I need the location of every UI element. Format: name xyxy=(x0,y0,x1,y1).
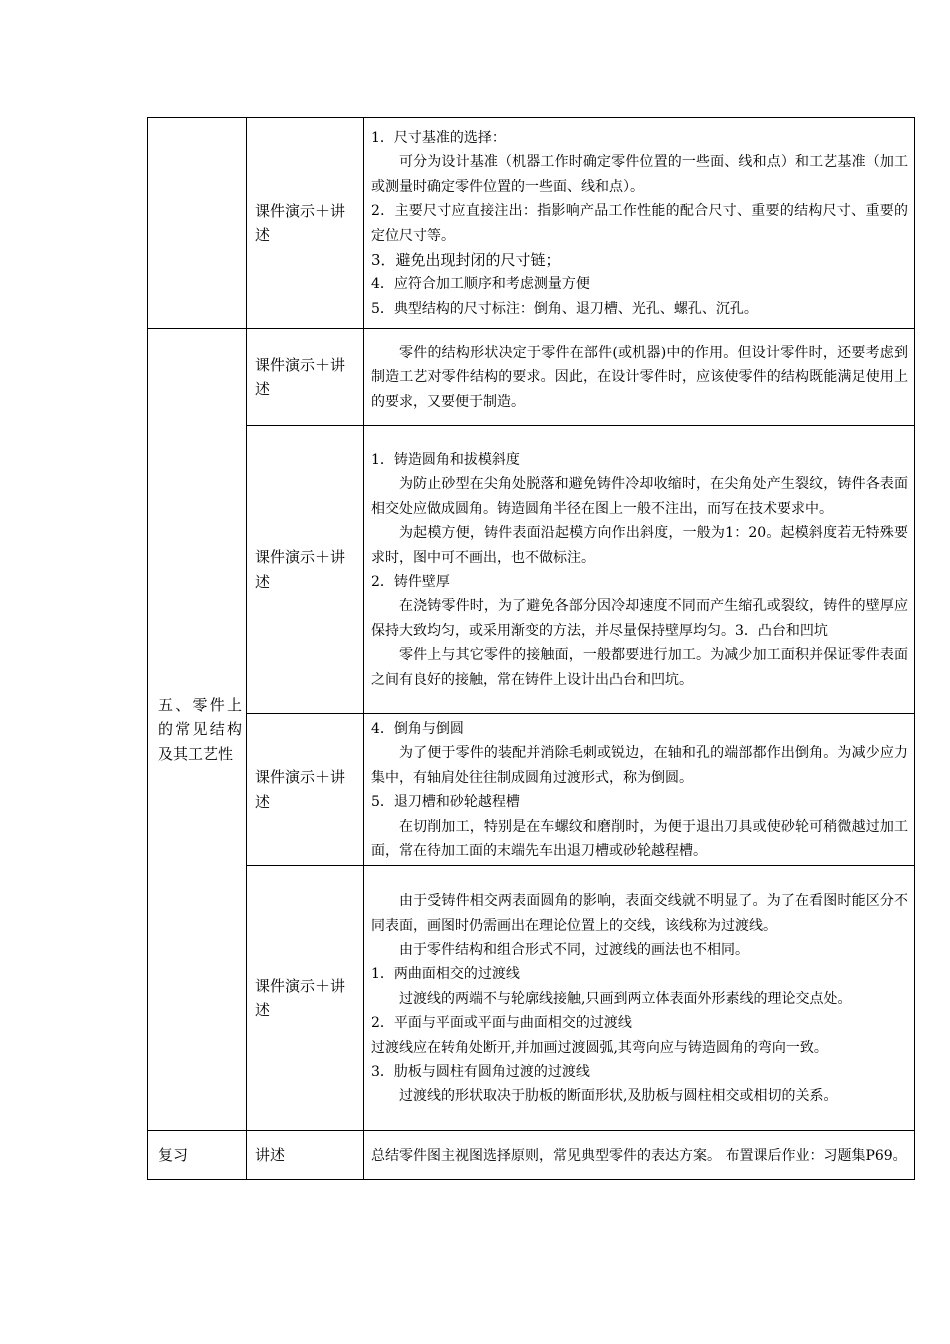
method-text: 课件演示＋讲述 xyxy=(255,768,346,811)
content-line: 1．尺寸基准的选择： xyxy=(371,129,506,146)
content-line: 过渡线应在转角处断开,并加画过渡圆弧,其弯向应与铸造圆角的弯向一致。 xyxy=(371,1039,828,1056)
content-cell xyxy=(364,714,915,866)
content-line: 为了便于零件的装配并消除毛刺或锐边，在轴和孔的端部都作出倒角。为减少应力集中，有轴肩处往往制成圆角过渡形式，称为倒圆。 xyxy=(371,745,908,786)
content-line: 可分为设计基准（机器工作时确定零件位置的一些面、线和点）和工艺基准（加工或测量时确定零件位置的一些面、线和点）。 xyxy=(371,154,908,195)
content-line: 5．退刀槽和砂轮越程槽 xyxy=(371,794,520,811)
content-line: 由于受铸件相交两表面圆角的影响，表面交线就不明显了。为了在看图时能区分不同表面，画图时仍需画出在理论位置上的交线，该线称为过渡线。 xyxy=(371,893,908,934)
method-cell xyxy=(247,118,364,329)
content-line: 零件的结构形状决定于零件在部件(或机器)中的作用。但设计零件时，还要考虑到制造工艺对零件结构的要求。因此，在设计零件时，应该使零件的结构既能满足使用上的要求，又要便于制造。 xyxy=(371,344,908,410)
content-block xyxy=(364,123,914,323)
table-row xyxy=(148,118,915,329)
content-line: 4．倒角与倒圆 xyxy=(371,721,464,737)
method-cell xyxy=(247,714,364,866)
content-line: 4．应符合加工顺序和考虑测量方便 xyxy=(371,276,590,293)
content-line: 2．平面与平面或平面与曲面相交的过渡线 xyxy=(371,1015,632,1032)
content-line: 过渡线的两端不与轮廓线接触,只画到两立体表面外形素线的理论交点处。 xyxy=(399,990,852,1007)
method-cell xyxy=(247,426,364,714)
lesson-plan-table xyxy=(147,117,915,1180)
method-cell xyxy=(247,329,364,426)
content-block xyxy=(364,445,914,694)
method-text: 课件演示＋讲述 xyxy=(255,355,346,398)
content-cell xyxy=(364,118,915,329)
method-text: 讲述 xyxy=(255,1146,286,1165)
content-line: 在浇铸零件时，为了避免各部分因冷却速度不同而产生缩孔或裂纹，铸件的壁厚应保持大致均匀，或采用渐变的方法，并尽量保持壁厚均匀。3．凸台和凹坑 xyxy=(371,598,908,639)
content-cell xyxy=(364,1131,915,1180)
content-line: 由于零件结构和组合形式不同，过渡线的画法也不相同。 xyxy=(399,941,749,958)
content-line: 零件上与其它零件的接触面，一般都要进行加工。为减少加工面积并保证零件表面之间有良好的接触，常在铸件上设计出凸台和凹坑。 xyxy=(371,647,908,688)
content-line: 1．铸造圆角和拔模斜度 xyxy=(371,451,520,468)
table-row xyxy=(148,866,915,1131)
content-block xyxy=(364,338,914,416)
table-row xyxy=(148,714,915,866)
content-line: 1．两曲面相交的过渡线 xyxy=(371,966,520,983)
content-cell xyxy=(364,866,915,1131)
content-line: 2．铸件壁厚 xyxy=(371,574,450,590)
method-text: 课件演示＋讲述 xyxy=(255,976,346,1020)
table-row xyxy=(148,1131,915,1180)
table-row xyxy=(148,329,915,426)
section-cell xyxy=(148,1131,247,1180)
content-line: 3．肋板与圆柱有圆角过渡的过渡线 xyxy=(371,1063,590,1080)
content-line: 过渡线的形状取决于肋板的断面形状,及肋板与圆柱相交或相切的关系。 xyxy=(399,1088,838,1105)
content-line: 5．典型结构的尺寸标注：倒角、退刀槽、光孔、螺孔、沉孔。 xyxy=(371,300,758,317)
content-block xyxy=(364,886,914,1111)
content-line: 总结零件图主视图选择原则，常见典型零件的表达方案。 布置课后作业：习题集P69。 xyxy=(371,1147,907,1164)
content-line: 为起模方便，铸件表面沿起模方向作出斜度，一般为1：20。起模斜度若无特殊要求时，图中可不画出，也不做标注。 xyxy=(371,525,908,566)
content-line: 为防止砂型在尖角处脱落和避免铸件冷却收缩时，在尖角处产生裂纹，铸件各表面相交处应做成圆角。铸造圆角半径在图上一般不注出，而写在技术要求中。 xyxy=(371,476,908,517)
content-block xyxy=(364,1141,914,1170)
section-text: 复习 xyxy=(158,1146,189,1165)
section-cell xyxy=(148,329,247,1131)
content-line: 在切削加工，特别是在车螺纹和磨削时，为便于退出刀具或使砂轮可稍微越过加工面，常在待加工面的末端先车出退刀槽或砂轮越程槽。 xyxy=(371,818,908,860)
section-text: 五、零件上的常见结构及其工艺性 xyxy=(158,695,242,763)
table-row xyxy=(148,426,915,714)
content-line: 3．避免出现封闭的尺寸链； xyxy=(371,250,561,269)
content-line: 2．主要尺寸应直接注出：指影响产品工作性能的配合尺寸、重要的结构尺寸、重要的定位尺寸等。 xyxy=(371,203,908,244)
content-cell xyxy=(364,426,915,714)
method-cell xyxy=(247,1131,364,1180)
method-text: 课件演示＋讲述 xyxy=(255,548,346,591)
section-cell xyxy=(148,118,247,329)
content-block xyxy=(364,714,914,865)
method-cell xyxy=(247,866,364,1131)
method-text: 课件演示＋讲述 xyxy=(255,201,346,244)
content-cell xyxy=(364,329,915,426)
